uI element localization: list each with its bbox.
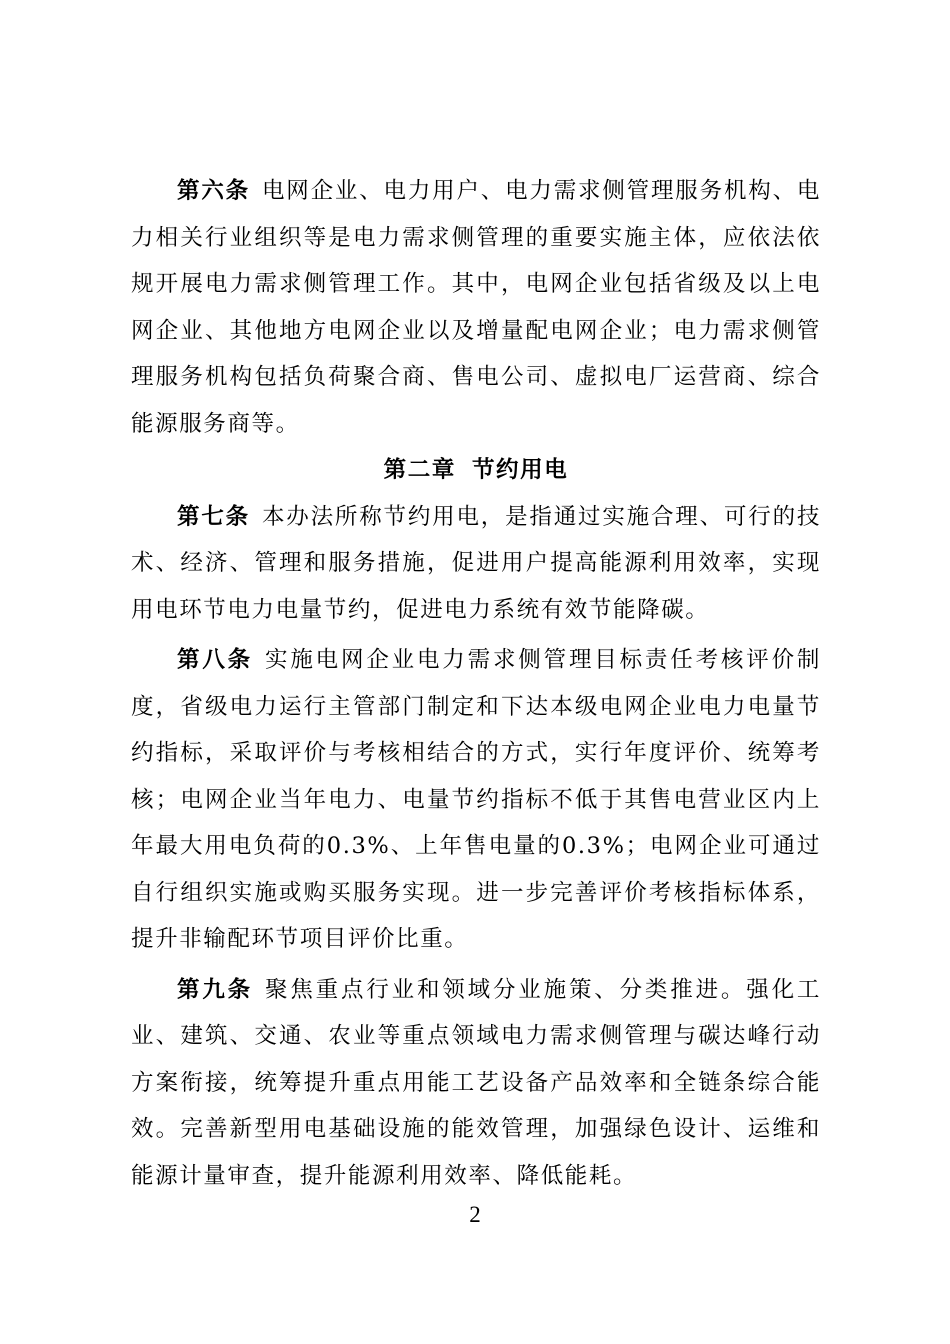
article-8-label: 第八条: [177, 647, 253, 673]
chapter-title: 节约用电: [471, 457, 569, 483]
article-9-label: 第九条: [177, 976, 253, 1003]
article-9-text: 聚焦重点行业和领域分业施策、分类推进。强化工业、建筑、交通、农业等重点领域电力需求侧管理与碳达峰行动方案衔接，统筹提升重点用能工艺设备产品效率和全链条综合能效。完善新型用电基础设施的能效管理，加强绿色设计、运维和能源计量审查，提升能源利用效率、降低能耗。: [131, 976, 821, 1189]
article-7-text: 本办法所称节约用电，是指通过实施合理、可行的技术、经济、管理和服务措施，促进用户提高能源利用效率，实现用电环节电力电量节约，促进电力系统有效节能降碳。: [131, 503, 821, 623]
article-7: [131, 494, 821, 634]
article-6-text: 电网企业、电力用户、电力需求侧管理服务机构、电力相关行业组织等是电力需求侧管理的重要实施主体，应依法依规开展电力需求侧管理工作。其中，电网企业包括省级及以上电网企业、其他地方电网企业以及增量配电网企业；电力需求侧管理服务机构包括负荷聚合商、售电公司、虚拟电厂运营商、综合能源服务商等。: [131, 178, 821, 437]
article-6-label: 第六条: [177, 178, 250, 204]
chapter-heading: [131, 447, 821, 494]
chapter-number: 第二章: [383, 457, 456, 483]
article-9: [131, 967, 821, 1200]
article-8: [131, 637, 821, 963]
article-7-label: 第七条: [177, 503, 250, 530]
page-number: 2: [469, 1202, 481, 1227]
article-8-text: 实施电网企业电力需求侧管理目标责任考核评价制度，省级电力运行主管部门制定和下达本级电网企业电力电量节约指标，采取评价与考核相结合的方式，实行年度评价、统筹考核；电网企业当年电力、电量节约指标不低于其售电营业区内上年最大用电负荷的0.3%、上年售电量的0.3%；电网企业可通过自行组织实施或购买服务实现。进一步完善评价考核指标体系，提升非输配环节项目评价比重。: [131, 647, 821, 952]
article-6: [131, 168, 821, 447]
document-body: [131, 168, 821, 1199]
